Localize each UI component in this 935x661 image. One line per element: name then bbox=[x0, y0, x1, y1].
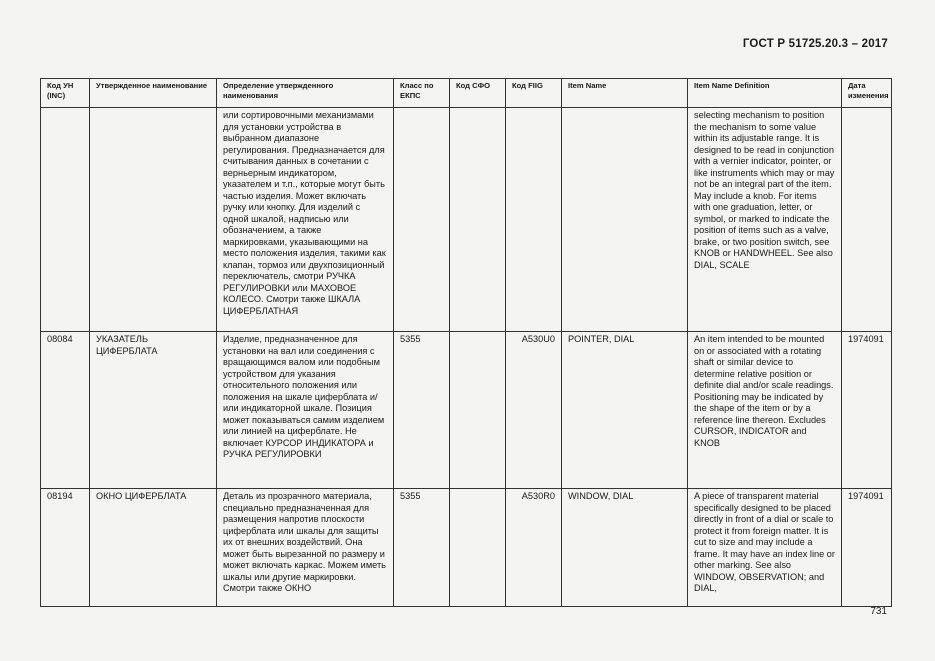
cell-fiig bbox=[506, 108, 562, 332]
header-definition-ru: Определение утвержденного наименования bbox=[217, 79, 394, 108]
page-number: 731 bbox=[870, 606, 887, 617]
cell-definition-en: An item intended to be mounted on or associated with a rotating shaft or similar device to determine relative position or definite dial and/or scale readings. Positioning may be indicated by the shape of the item or by a reference line thereon. Excludes CURSOR, INDICATOR and KNOB bbox=[688, 332, 842, 489]
cell-date: 1974091 bbox=[842, 489, 892, 607]
cell-name-ru: ОКНО ЦИФЕРБЛАТА bbox=[90, 489, 217, 607]
cell-date bbox=[842, 108, 892, 332]
cell-name-ru bbox=[90, 108, 217, 332]
cell-sfo bbox=[450, 489, 506, 607]
catalog-table bbox=[40, 78, 892, 607]
cell-inc bbox=[41, 108, 90, 332]
cell-fiig: A530U0 bbox=[506, 332, 562, 489]
cell-sfo bbox=[450, 108, 506, 332]
cell-name-ru: УКАЗАТЕЛЬ ЦИФЕРБЛАТА bbox=[90, 332, 217, 489]
cell-sfo bbox=[450, 332, 506, 489]
header-item-name: Item Name bbox=[562, 79, 688, 108]
cell-inc: 08084 bbox=[41, 332, 90, 489]
cell-ekps: 5355 bbox=[394, 489, 450, 607]
cell-item-name bbox=[562, 108, 688, 332]
cell-definition-ru: Деталь из прозрачного материала, специально предназначенная для размещения напротив плоскости циферблата или шкалы для защиты их от внешних воздействий. Она может быть вырезанной по размеру и может включать каркас. Можем иметь шкалы или другие маркировки. Смотри также ОКНО bbox=[217, 489, 394, 607]
table-header-row bbox=[41, 79, 892, 108]
cell-inc: 08194 bbox=[41, 489, 90, 607]
cell-definition-ru: Изделие, предназначенное для установки на вал или соединения с вращающимся валом или подобным устройством для указания относительного положения или положения на шкале циферблата и/или индикаторной шкале. Позиция может показываться самим изделием или линией на циферблате. Не включает КУРСОР ИНДИКАТОРА и РУЧКА РЕГУЛИРОВКИ bbox=[217, 332, 394, 489]
header-inc: Код УН (INC) bbox=[41, 79, 90, 108]
table-row bbox=[41, 332, 892, 489]
header-change-date: Дата изменения bbox=[842, 79, 892, 108]
cell-date: 1974091 bbox=[842, 332, 892, 489]
header-fiig-code: Код FIIG bbox=[506, 79, 562, 108]
table-row bbox=[41, 489, 892, 607]
cell-fiig: A530R0 bbox=[506, 489, 562, 607]
header-approved-name: Утвержденное наименование bbox=[90, 79, 217, 108]
cell-ekps: 5355 bbox=[394, 332, 450, 489]
cell-item-name: WINDOW, DIAL bbox=[562, 489, 688, 607]
cell-ekps bbox=[394, 108, 450, 332]
cell-definition-ru: или сортировочными механизмами для установки устройства в выбранном диапазоне регулирования. Предназначается для считывания данных в сочетании с верньерным индикатором, указателем и т.п., которые могут быть частью изделия. Может включать ручку или кнопку. Для изделий с одной шкалой, надписью или обозначением, а также маркировками, указывающими на место положения изделия, такими как клапан, тормоз или двухпозиционный переключатель, смотри РУЧКА РЕГУЛИРОВКИ или МАХОВОЕ КОЛЕСО. Смотри также ШКАЛА ЦИФЕРБЛАТНАЯ bbox=[217, 108, 394, 332]
header-ekps-class: Класс по ЕКПС bbox=[394, 79, 450, 108]
table-row bbox=[41, 108, 892, 332]
cell-definition-en: selecting mechanism to position the mechanism to some value within its adjustable range. It is designed to be read in conjunction with a vernier indicator, pointer, or like instruments which may or may not be an integral part of the item. May include a knob. For items with one graduation, letter, or symbol, or marked to indicate the position of items such as a valve, brake, or two position switch, see KNOB or HANDWHEEL. See also DIAL, SCALE bbox=[688, 108, 842, 332]
header-item-name-definition: Item Name Definition bbox=[688, 79, 842, 108]
header-sfo-code: Код СФО bbox=[450, 79, 506, 108]
document-code: ГОСТ Р 51725.20.3 – 2017 bbox=[742, 38, 888, 50]
cell-item-name: POINTER, DIAL bbox=[562, 332, 688, 489]
cell-definition-en: A piece of transparent material specifically designed to be placed directly in front of a dial or scale to protect it from foreign matter. It is cut to size and may include a frame. It may have an index line or other marking. See also WINDOW, OBSERVATION; and DIAL, bbox=[688, 489, 842, 607]
